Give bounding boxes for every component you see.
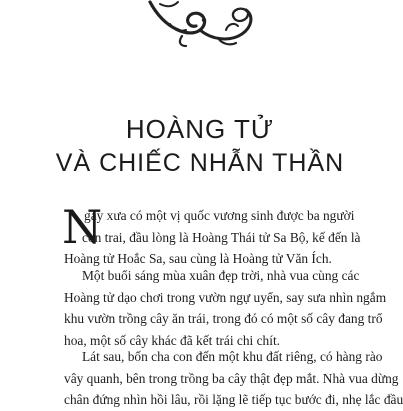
chapter-title-line-1: HOÀNG TỬ — [125, 114, 275, 144]
paragraph-line: hoa, một số cây khác đã kết trái chi chít. — [64, 332, 281, 348]
paragraph-line: vây quanh, bên trong trồng ba cây thật đẹp mắt. Nhà vua dừng — [64, 370, 399, 386]
paragraph-line: gày xưa có một vị quốc vương sinh được ba người — [84, 208, 355, 223]
drop-cap-letter: N — [62, 200, 103, 254]
paragraph-1 — [62, 200, 361, 270]
decorative-dragon-ornament-icon — [130, 0, 270, 48]
chapter-title-line-2: VÀ CHIẾC NHẪN THẦN — [55, 149, 345, 177]
paragraph-line: khu vườn trồng cây ăn trái, trong đó có một số cây đang trổ — [64, 311, 383, 326]
paragraph-3 — [64, 346, 403, 411]
paragraph-line: chân đứng nhìn hồi lâu, rồi lặng lẽ tiếp tục bước đi, nhẹ lắc đầu — [64, 392, 403, 407]
paragraph-line: Lát sau, bốn cha con đến một khu đất riêng, có hàng rào — [82, 349, 383, 364]
paragraph-line: Hoàng tử Hoắc Sa, sau cùng là Hoàng tử Văn Ích. — [64, 251, 332, 266]
paragraph-2 — [64, 265, 387, 351]
paragraph-line: Hoàng tử dạo chơi trong vườn ngự uyển, say sưa nhìn ngắm — [64, 289, 387, 305]
paragraph-line: con trai, đầu lòng là Hoàng Thái tử Sa Bộ, kế đến là — [82, 229, 361, 245]
paragraph-line: Một buổi sáng mùa xuân đẹp trời, nhà vua cùng các — [82, 268, 360, 283]
